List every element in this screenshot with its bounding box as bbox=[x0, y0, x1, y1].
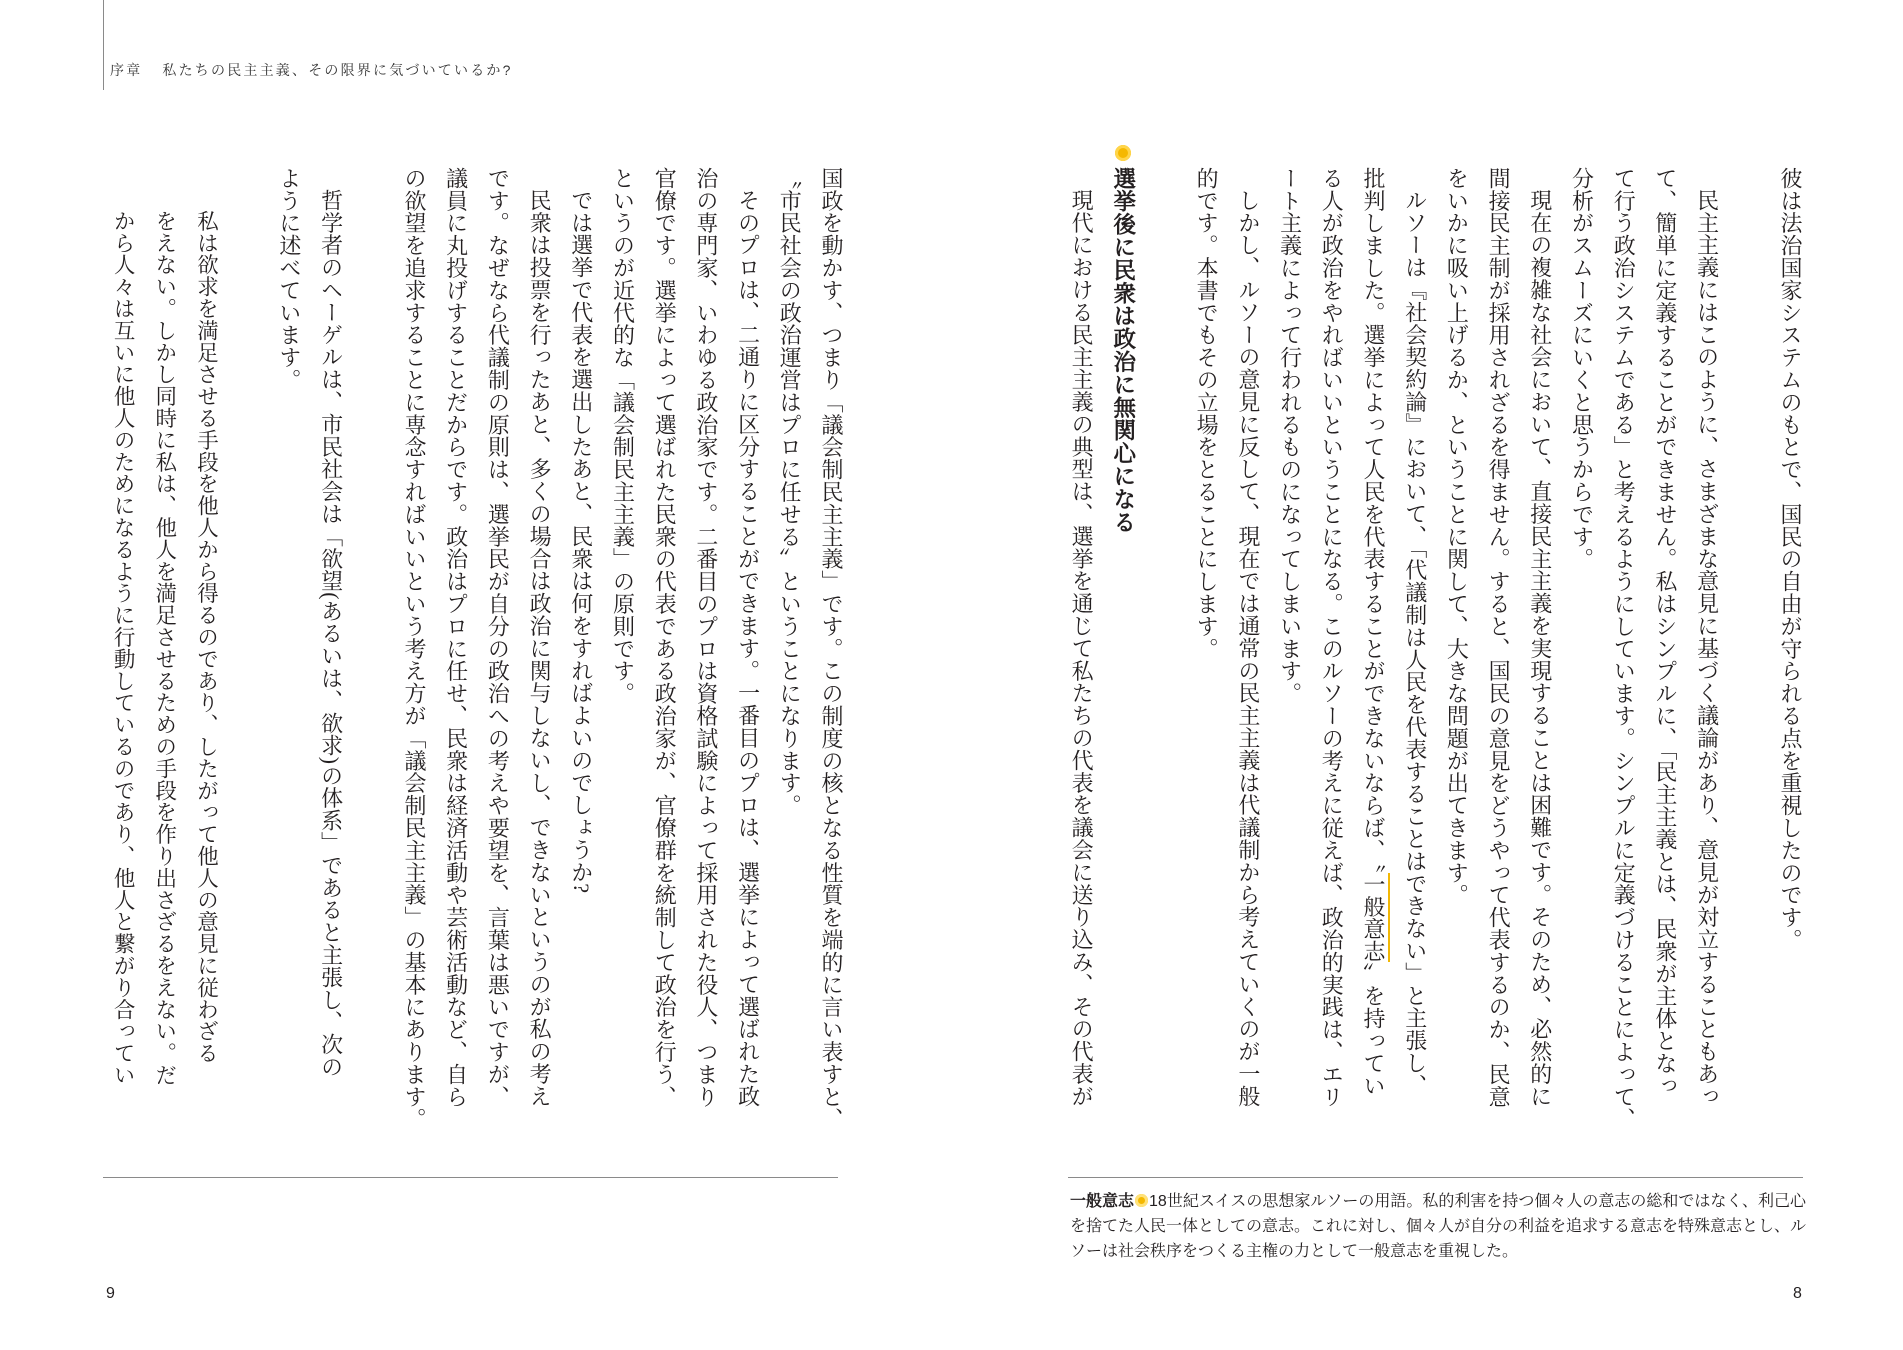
glossary-term-link[interactable]: 一般意志 bbox=[1361, 873, 1390, 963]
text-line: ート主義によって行われるものになってしまいます。 bbox=[1277, 167, 1303, 705]
quote-line: 私は欲求を満足させる手段を他人から得るのであり、したがって他人の意見に従わざる bbox=[194, 210, 219, 1065]
blank-line bbox=[352, 167, 394, 1092]
blank-line bbox=[226, 167, 268, 1092]
text-line: そのプロは、二通りに区分することができます。一番目のプロは、選挙によって選ばれた政 bbox=[735, 189, 761, 1108]
text-line: 国政を動かす、つまり「議会制民主主義」です。この制度の核となる性質を端的に言い表すと、 bbox=[819, 167, 844, 1131]
text-line: 分析がスムーズにいくと思うからです。 bbox=[1569, 167, 1595, 571]
text-line: ように述べています。 bbox=[276, 167, 302, 391]
text-line: 民主主義にはこのように、さまざまな意見に基づく議論があり、意見が対立することもあっ bbox=[1694, 189, 1720, 1108]
text-line: 間接民主制が採用されざるを得ません。すると、国民の意見をどうやって代表するのか、民意 bbox=[1486, 167, 1512, 1108]
text-segment: 〟を持ってい bbox=[1360, 962, 1386, 1097]
footnote-marker-icon bbox=[1135, 1194, 1148, 1207]
footnote bbox=[1070, 1189, 1810, 1264]
text-line: て、簡単に定義することができません。私はシンプルに、「民主主義とは、民衆が主体となっ bbox=[1652, 167, 1678, 1097]
footnote-rule-left bbox=[103, 1177, 838, 1178]
text-line: 官僚です。選挙によって選ばれた民衆の代表である政治家が、官僚群を統制して政治を行う、 bbox=[652, 167, 678, 1108]
chapter-title: 私たちの民主主義、その限界に気づいているか? bbox=[162, 62, 513, 78]
text-line: 現在の複雑な社会において、直接民主主義を実現することは困難です。そのため、必然的に bbox=[1527, 189, 1553, 1108]
text-line: というのが近代的な「議会制民主主義」の原則です。 bbox=[610, 167, 636, 705]
right-page-body bbox=[1060, 167, 1811, 1131]
blank-line bbox=[1144, 167, 1186, 1092]
left-page-body bbox=[101, 167, 852, 1131]
footnote-rule-right bbox=[1068, 1177, 1803, 1178]
text-line: 哲学者のヘーゲルは、市民社会は「欲望(あるいは、欲求)の体系」であると主張し、次の bbox=[318, 189, 344, 1079]
text-line: て行う政治システムである」と考えるようにしています。シンプルに定義づけることによって、 bbox=[1611, 167, 1637, 1131]
text-line: 治の専門家、いわゆる政治家です。二番目のプロは資格試験によって採用された役人、つまり bbox=[693, 167, 719, 1108]
text-line: の欲望を追求することに専念すればいいという考え方が「議会制民主主義」の基本にあります。 bbox=[401, 167, 427, 1131]
header-rule bbox=[103, 0, 104, 90]
text-line: ルソーは『社会契約論』において、「代議制は人民を代表することはできない」と主張し、 bbox=[1402, 189, 1428, 1097]
chapter-label: 序章 bbox=[110, 62, 143, 78]
text-line: しかし、ルソーの意見に反して、現在では通常の民主主義は代議制から考えていくのが一般 bbox=[1235, 189, 1261, 1108]
quote-line: から人々は互いに他人のためになるように行動しているのであり、他人と繋がり合ってい bbox=[111, 210, 136, 1086]
bullet-dot-icon bbox=[1115, 145, 1131, 161]
text-line: 的です。本書でもその立場をとることにします。 bbox=[1194, 167, 1220, 660]
text-line-with-term bbox=[1352, 167, 1394, 1097]
quote-line: をえない。しかし同時に私は、他人を満足させるための手段を作り出さざるをえない。だ bbox=[152, 210, 177, 1086]
text-segment: 批判しました。選挙によって人民を代表することができないならば、〝 bbox=[1360, 167, 1386, 873]
running-head bbox=[110, 60, 513, 80]
footnote-text: 18世紀スイスの思想家ルソーの用語。私的利害を持つ個々人の意志の総和ではなく、利己心を捨てた人民一体としての意志。これに対し、個々人が自分の利益を追求する意志を特殊意志とし、ルソーは社会秩序をつくる主権の力として一般意志を重視した。 bbox=[1070, 1193, 1807, 1260]
page-number-right: 8 bbox=[1793, 1285, 1802, 1302]
text-line: 〝市民社会の政治運営はプロに任せる〟ということになります。 bbox=[777, 167, 803, 817]
page-number-left: 9 bbox=[106, 1285, 115, 1302]
text-line: 現代における民主主義の典型は、選挙を通じて私たちの代表を議会に送り込み、その代表が bbox=[1069, 189, 1095, 1108]
text-line: る人が政治をやればいいということになる。このルソーの考えに従えば、政治的実践は、エリ bbox=[1319, 167, 1345, 1108]
text-line: をいかに吸い上げるか、ということに関して、大きな問題が出てきます。 bbox=[1444, 167, 1470, 907]
text-line: 民衆は投票を行ったあと、多くの場合は政治に関与しないし、できないというのが私の考え bbox=[527, 189, 553, 1108]
text-line: 議員に丸投げすることだからです。政治はプロに任せ、民衆は経済活動や芸術活動など、自ら bbox=[443, 167, 469, 1108]
section-heading-text: 選挙後に民衆は政治に無関心になる bbox=[1110, 167, 1136, 534]
section-heading bbox=[1102, 167, 1144, 1092]
footnote-term: 一般意志 bbox=[1070, 1193, 1135, 1210]
blank-line bbox=[1728, 167, 1770, 1092]
text-line: です。なぜなら代議制の原則は、選挙民が自分の政治への考えや要望を、言葉は悪いですが、 bbox=[485, 167, 511, 1108]
text-line: では選挙で代表を選出したあと、民衆は何をすればよいのでしょうか? bbox=[568, 189, 594, 894]
text-line: 彼は法治国家システムのもとで、国民の自由が守られる点を重視したのです。 bbox=[1778, 167, 1803, 951]
